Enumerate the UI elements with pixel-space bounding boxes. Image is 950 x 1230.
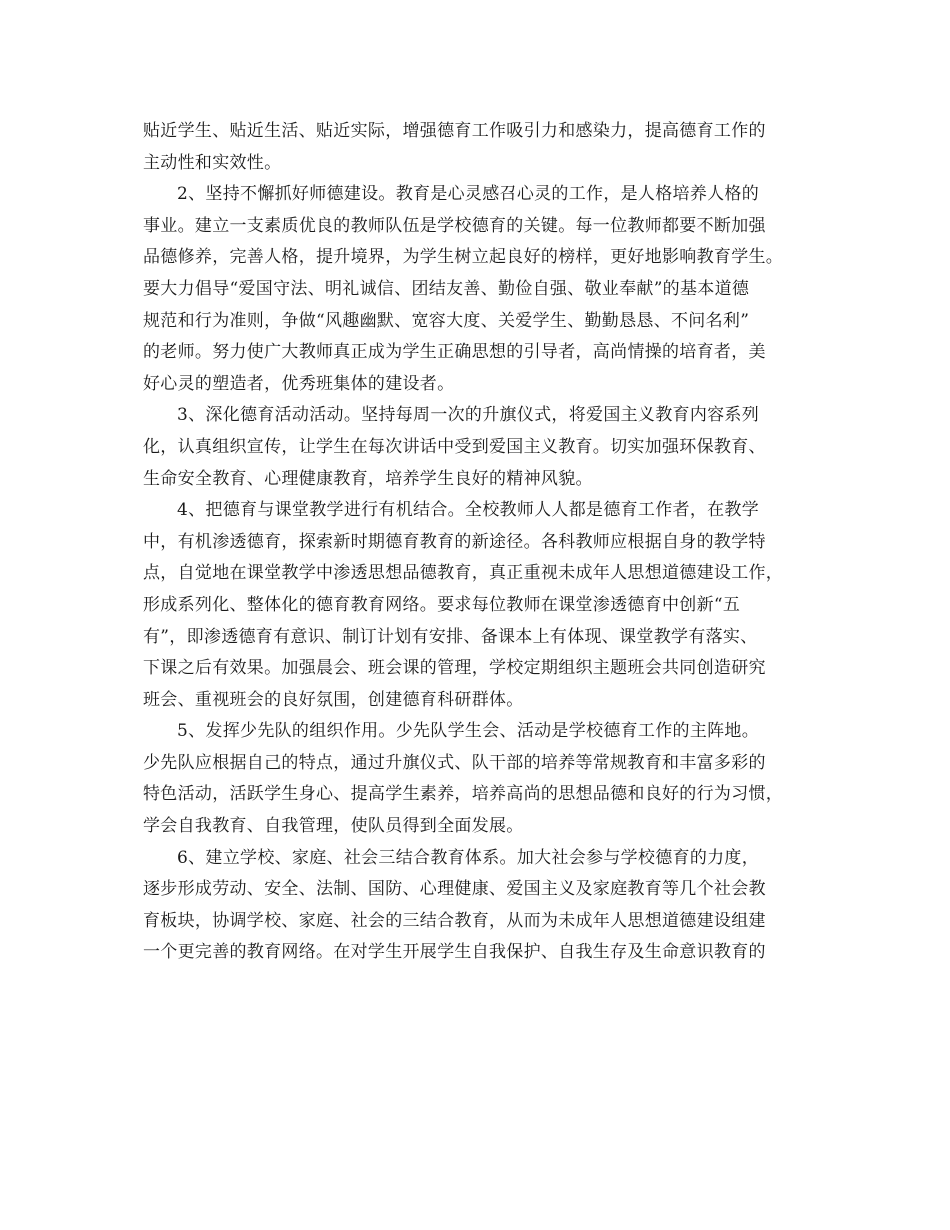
text-line: 5、发挥少先队的组织作用。少先队学生会、活动是学校德育工作的主阵地。 — [177, 721, 760, 742]
text-line: 点，自觉地在课堂教学中渗透思想品德教育，真正重视未成年人思想道德建设工作， — [143, 563, 784, 584]
text-line: 主动性和实效性。 — [143, 152, 282, 173]
text-line: 事业。建立一支素质优良的教师队伍是学校德育的关键。每一位教师都要不断加强 — [143, 215, 766, 236]
text-line: 逐步形成劳动、安全、法制、国防、心理健康、爱国主义及家庭教育等几个社会教 — [143, 879, 766, 900]
text-line: 班会、重视班会的良好氛围，创建德育科研群体。 — [143, 689, 524, 710]
text-line: 6、建立学校、家庭、社会三结合教育体系。加大社会参与学校德育的力度， — [177, 847, 760, 868]
text-line: 一个更完善的教育网络。在对学生开展学生自我保护、自我生存及生命意识教育的 — [143, 942, 766, 963]
text-line: 4、把德育与课堂教学进行有机结合。全校教师人人都是德育工作者，在教学 — [177, 500, 760, 521]
text-line: 要大力倡导“爱国守法、明礼诚信、团结友善、勤俭自强、敬业奉献”的基本道德 — [143, 278, 750, 299]
text-line: 少先队应根据自己的特点，通过升旗仪式、队干部的培养等常规教育和丰富多彩的 — [143, 752, 766, 773]
text-line: 的老师。努力使广大教师真正成为学生正确思想的引导者，高尚情操的培育者，美 — [143, 342, 766, 363]
document-body — [143, 116, 823, 969]
text-line: 学会自我教育、自我管理，使队员得到全面发展。 — [143, 816, 524, 837]
text-line: 2、坚持不懈抓好师德建设。教育是心灵感召心灵的工作，是人格培养人格的 — [177, 184, 760, 205]
text-line: 中，有机渗透德育，探索新时期德育教育的新途径。各科教师应根据自身的教学特 — [143, 531, 766, 552]
text-line: 有”，即渗透德育有意识、制订计划有安排、备课本上有体现、课堂教学有落实、 — [143, 626, 758, 647]
text-line: 贴近学生、贴近生活、贴近实际，增强德育工作吸引力和感染力，提高德育工作的 — [143, 121, 766, 141]
text-line: 生命安全教育、心理健康教育，培养学生良好的精神风貌。 — [143, 468, 593, 489]
text-line: 规范和行为准则，争做“风趣幽默、宽容大度、关爱学生、勤勤恳恳、不问名利” — [143, 310, 750, 331]
text-line: 3、深化德育活动活动。坚持每周一次的升旗仪式，将爱国主义教育内容系列 — [177, 405, 760, 426]
text-line: 好心灵的塑造者，优秀班集体的建设者。 — [143, 373, 455, 394]
text-line: 形成系列化、整体化的德育教育网络。要求每位教师在课堂渗透德育中创新“五 — [143, 594, 741, 615]
text-line: 特色活动，活跃学生身心、提高学生素养，培养高尚的思想品德和良好的行为习惯， — [143, 784, 784, 805]
text-line: 下课之后有效果。加强晨会、班会课的管理，学校定期组织主题班会共同创造研究 — [143, 658, 766, 679]
text-line: 育板块，协调学校、家庭、社会的三结合教育，从而为未成年人思想道德建设组建 — [143, 910, 766, 931]
text-line: 品德修养，完善人格，提升境界，为学生树立起良好的榜样，更好地影响教育学生。 — [143, 247, 784, 268]
text-line: 化，认真组织宣传，让学生在每次讲话中受到爱国主义教育。切实加强环保教育、 — [143, 436, 766, 457]
